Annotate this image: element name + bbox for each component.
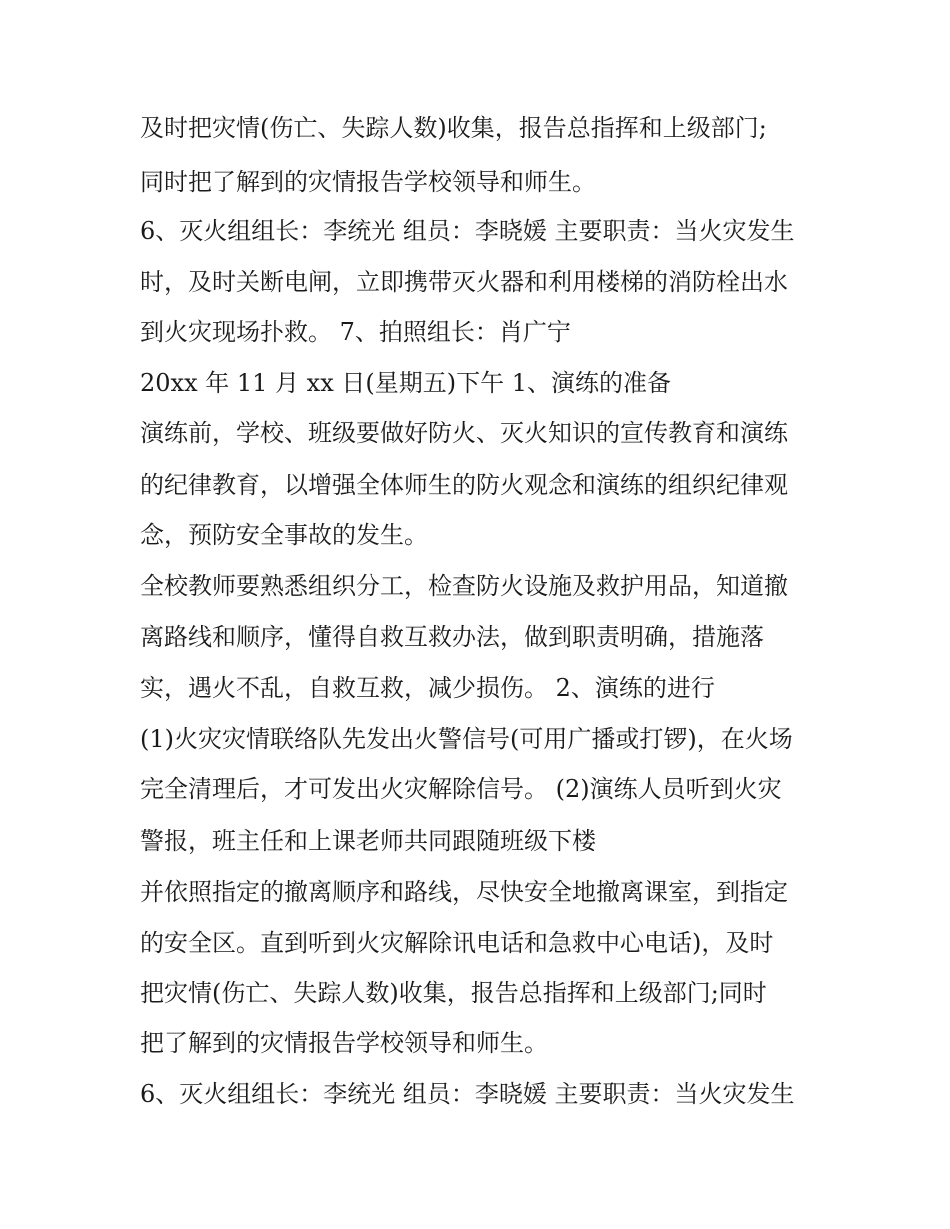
- text-line: 把了解到的灾情报告学校领导和师生。: [140, 1029, 548, 1057]
- text-line: 并依照指定的撤离顺序和路线，尽快安全地撤离课室，到指定: [140, 878, 788, 906]
- text-line: 6、灭火组组长：李统光 组员：李晓媛 主要职责：当火灾发生: [140, 217, 795, 245]
- text-line: 同时把了解到的灾情报告学校领导和师生。: [140, 168, 596, 196]
- text-line: 演练前，学校、班级要做好防火、灭火知识的宣传教育和演练: [140, 419, 788, 447]
- text-line: 实，遇火不乱，自救互救，减少损伤。 2、演练的进行: [140, 674, 715, 702]
- text-line: 6、灭火组组长：李统光 组员：李晓媛 主要职责：当火灾发生: [140, 1080, 795, 1108]
- text-line: 把灾情(伤亡、失踪人数)收集，报告总指挥和上级部门;同时: [140, 979, 767, 1007]
- text-line: 时，及时关断电闸，立即携带灭火器和利用楼梯的消防栓出水: [140, 268, 788, 296]
- text-line: 离路线和顺序，懂得自救互救办法，做到职责明确，措施落: [140, 623, 764, 651]
- text-line: 的纪律教育，以增强全体师生的防火观念和演练的组织纪律观: [140, 471, 788, 499]
- text-line: (1)火灾灾情联络队先发出火警信号(可用广播或打锣)，在火场: [140, 725, 793, 753]
- text-line: 的安全区。直到听到火灾解除讯电话和急救中心电话)，及时: [140, 929, 774, 957]
- text-line: 到火灾现场扑救。 7、拍照组长：肖广宁: [140, 318, 571, 346]
- text-line: 完全清理后，才可发出火灾解除信号。 (2)演练人员听到火灾: [140, 775, 782, 803]
- text-line: 及时把灾情(伤亡、失踪人数)收集，报告总指挥和上级部门;: [140, 114, 767, 142]
- text-line: 念，预防安全事故的发生。: [140, 521, 428, 549]
- text-line: 20xx 年 11 月 xx 日(星期五)下午 1、演练的准备: [140, 369, 671, 397]
- text-line: 全校教师要熟悉组织分工，检查防火设施及救护用品，知道撤: [140, 572, 788, 600]
- text-line: 警报，班主任和上课老师共同跟随班级下楼: [140, 827, 596, 855]
